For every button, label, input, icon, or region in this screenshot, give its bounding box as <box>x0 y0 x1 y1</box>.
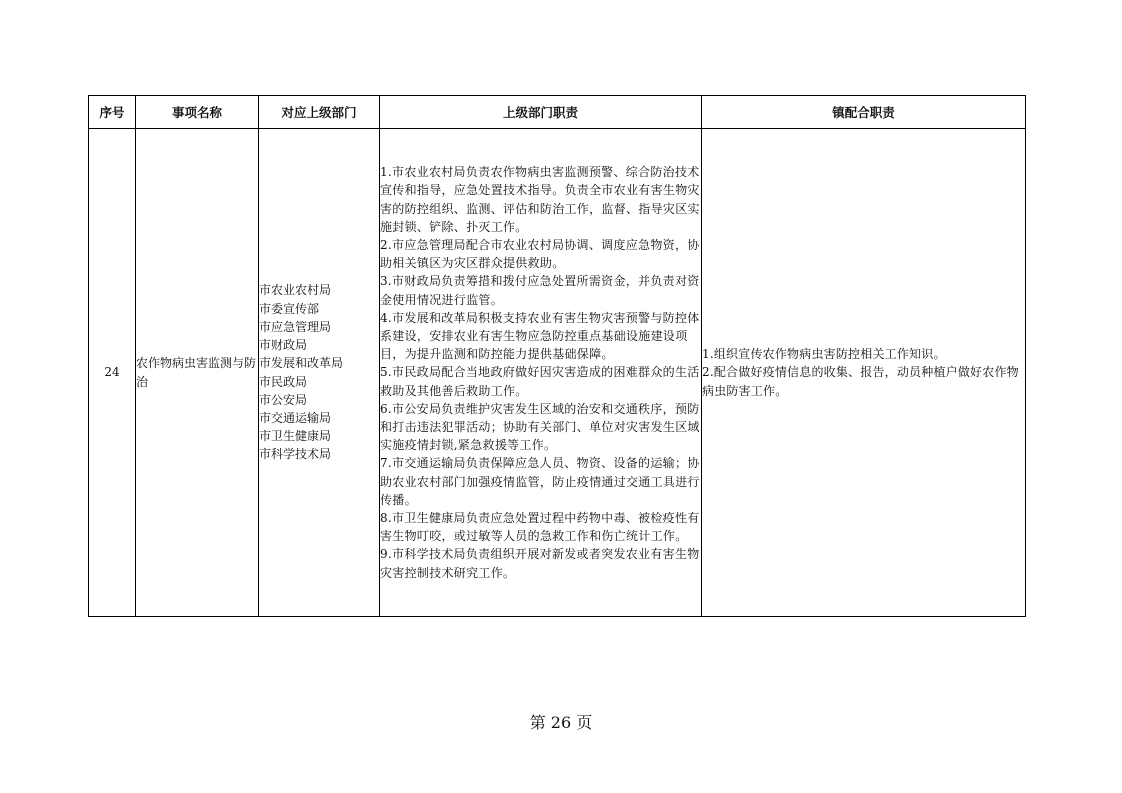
header-departments: 对应上级部门 <box>259 96 380 129</box>
department-item: 市发展和改革局 <box>259 356 344 371</box>
table-header-row <box>89 96 1026 129</box>
header-seq: 序号 <box>89 96 136 129</box>
responsibility-table <box>88 95 1026 617</box>
cell-item-name: 农作物病虫害监测与防治 <box>136 129 259 617</box>
department-item: 市应急管理局 <box>259 319 332 334</box>
department-item: 市财政局 <box>259 338 308 353</box>
superior-duty-item: 8.市卫生健康局负责应急处置过程中药物中毒、被检疫性有害生物叮咬，或过敏等人员的急救工作和伤亡统计工作。 <box>380 511 700 544</box>
superior-duty-item: 7.市交通运输局负责保障应急人员、物资、设备的运输；协助农业农村部门加强疫情监管，防止疫情通过交通工具进行传播。 <box>380 456 700 507</box>
superior-duty-item: 3.市财政局负责筹措和拨付应急处置所需资金，并负责对资金使用情况进行监管。 <box>380 274 700 307</box>
department-item: 市卫生健康局 <box>259 429 332 444</box>
superior-duty-item: 5.市民政局配合当地政府做好因灾害造成的困难群众的生活救助及其他善后救助工作。 <box>380 365 700 398</box>
superior-duty-item: 4.市发展和改革局积极支持农业有害生物灾害预警与防控体系建设，安排农业有害生物应急防控重点基础设施建设项目，为提升监测和防控能力提供基础保障。 <box>380 310 700 362</box>
department-item: 市科学技术局 <box>259 447 332 462</box>
cell-seq: 24 <box>89 129 136 617</box>
header-item-name: 事项名称 <box>136 96 259 129</box>
town-duty-item: 1.组织宣传农作物病虫害防控相关工作知识。 <box>702 347 946 362</box>
superior-duty-item: 2.市应急管理局配合市农业农村局协调、调度应急物资，协助相关镇区为灾区群众提供救助。 <box>380 237 700 271</box>
header-superior-duties: 上级部门职责 <box>380 96 702 129</box>
header-town-duties: 镇配合职责 <box>702 96 1026 129</box>
department-item: 市交通运输局 <box>259 410 332 425</box>
department-item: 市民政局 <box>259 374 308 389</box>
cell-departments <box>259 129 380 617</box>
cell-superior-duties <box>380 129 702 617</box>
cell-town-duties <box>702 129 1026 617</box>
table-row <box>89 129 1026 617</box>
superior-duty-item: 9.市科学技术局负责组织开展对新发或者突发农业有害生物灾害控制技术研究工作。 <box>380 547 700 580</box>
superior-duty-item: 1.市农业农村局负责农作物病虫害监测预警、综合防治技术宣传和指导，应急处置技术指导。负责全市农业有害生物灾害的防控组织、监测、评估和防治工作，监督、指导灾区实施封锁、铲除、扑灭工作。 <box>380 165 700 234</box>
department-item: 市委宣传部 <box>259 301 320 316</box>
department-item: 市公安局 <box>259 392 308 407</box>
town-duty-item: 2.配合做好疫情信息的收集、报告，动员种植户做好农作物病虫防害工作。 <box>702 365 1019 398</box>
superior-duty-item: 6.市公安局负责维护灾害发生区域的治安和交通秩序，预防和打击违法犯罪活动；协助有关部门、单位对灾害发生区域实施疫情封锁,紧急救援等工作。 <box>380 401 700 453</box>
department-item: 市农业农村局 <box>259 283 332 298</box>
page-number: 第 26 页 <box>529 713 593 732</box>
